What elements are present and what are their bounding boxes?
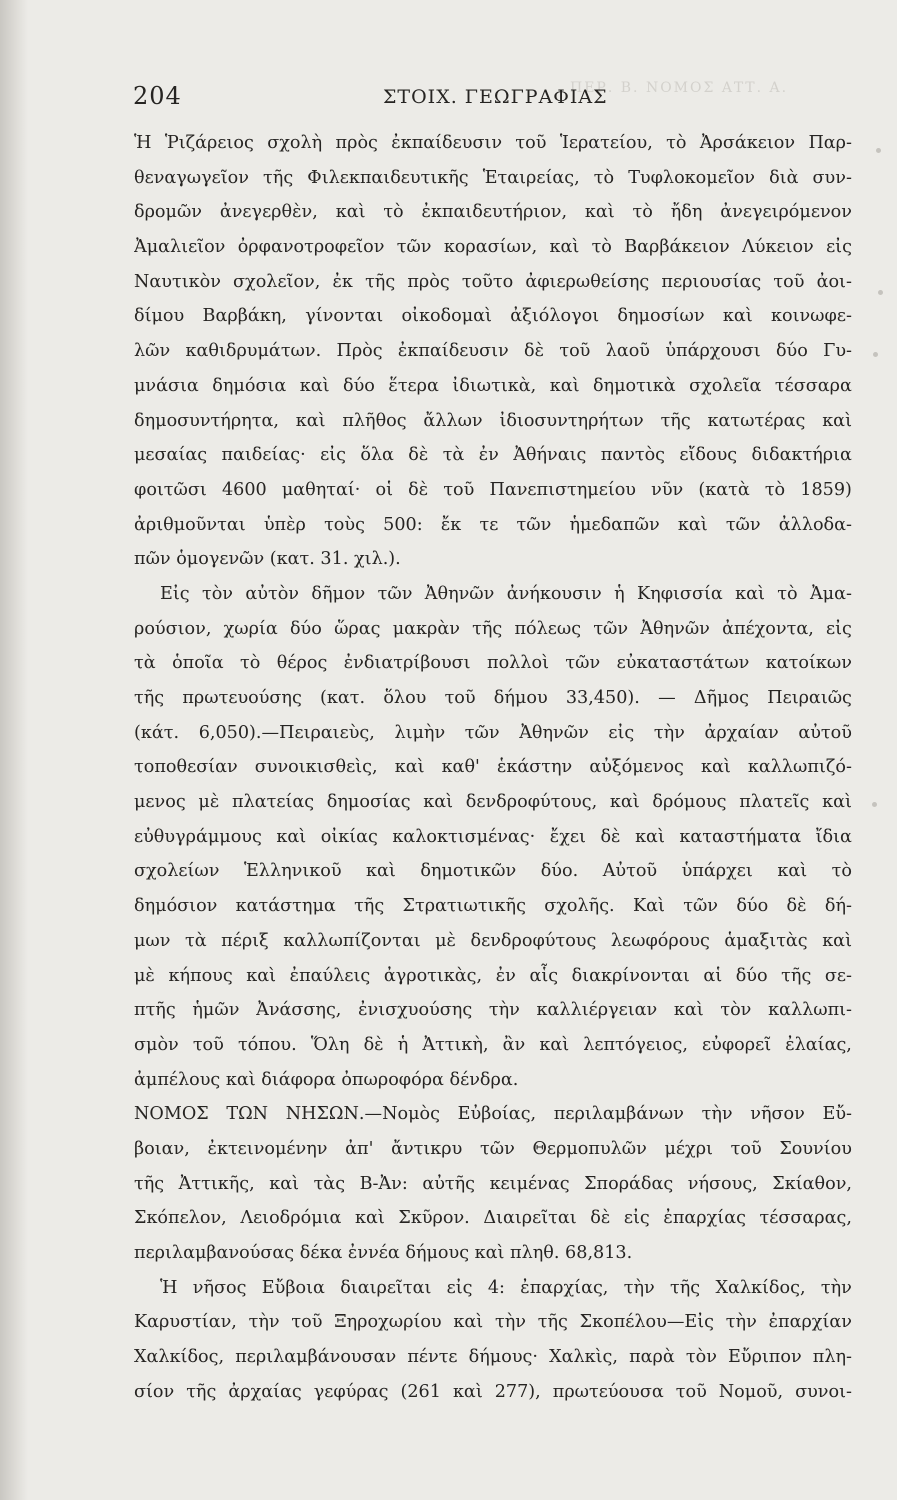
text-line: εὐθυγράμμους καὶ οἰκίας καλοκτισμένας· ἔχει δὲ καὶ καταστήματα ἴδια: [134, 826, 852, 847]
bleed-through-text: ΠΕΡ. Β. ΝΟΜΟΣ ΑΤΤ. Α.: [570, 80, 789, 96]
text-line: σχολείων Ἑλληνικοῦ καὶ δημοτικῶν δύο. Αὐτοῦ ὑπάρχει καὶ τὸ: [134, 861, 852, 882]
page-number: 204: [133, 82, 182, 110]
running-title: ΣΤΟΙΧ. ΓΕΩΓΡΑΦΙΑΣ: [383, 86, 608, 108]
text-line: Ἡ νῆσος Εὔβοια διαιρεῖται εἰς 4: ἐπαρχίας, τὴν τῆς Χαλκίδος, τὴν: [160, 1277, 852, 1298]
text-line: πτῆς ἡμῶν Ἀνάσσης, ἐνισχυούσης τὴν καλλιέργειαν καὶ τὸν καλλωπι-: [134, 1000, 852, 1021]
text-line: Καρυστίαν, τὴν τοῦ Ξηροχωρίου καὶ τὴν τῆς Σκοπέλου—Εἰς τὴν ἐπαρχίαν: [134, 1312, 852, 1333]
text-line: σίον τῆς ἀρχαίας γεφύρας (261 καὶ 277), πρωτεύουσα τοῦ Νομοῦ, συνοι-: [134, 1381, 852, 1402]
text-line: (κάτ. 6,050).—Πειραιεὺς, λιμὴν τῶν Ἀθηνῶν εἰς τὴν ἀρχαίαν αὐτοῦ: [134, 722, 852, 743]
text-line: μὲ κήπους καὶ ἐπαύλεις ἀγροτικὰς, ἐν αἷς διακρίνονται αἱ δύο τῆς σε-: [134, 965, 852, 986]
text-line: δίμου Βαρβάκη, γίνονται οἰκοδομαὶ ἀξιόλογοι δημοσίων καὶ κοινωφε-: [134, 306, 852, 327]
text-line: τὰ ὁποῖα τὸ θέρος ἐνδιατρίβουσι πολλοὶ τῶν εὐκαταστάτων κατοίκων: [134, 653, 852, 674]
text-line: φοιτῶσι 4600 μαθηταί· οἱ δὲ τοῦ Πανεπιστημείου νῦν (κατὰ τὸ 1859): [134, 479, 852, 500]
text-line: δημοσυντήρητα, καὶ πλῆθος ἄλλων ἰδιοσυντηρήτων τῆς κατωτέρας καὶ: [134, 410, 852, 431]
text-line: ἀριθμοῦνται ὑπὲρ τοὺς 500: ἔκ τε τῶν ἡμεδαπῶν καὶ τῶν ἀλλοδα-: [134, 514, 852, 535]
text-line: τοποθεσίαν συνοικισθεὶς, καὶ καθ' ἑκάστην αὐξόμενος καὶ καλλωπιζό-: [134, 757, 852, 778]
text-line: Ἀμαλιεῖον ὀρφανοτροφεῖον τῶν κορασίων, καὶ τὸ Βαρβάκειον Λύκειον εἰς: [134, 237, 852, 258]
text-line: Σκόπελον, Λειοδρόμια καὶ Σκῦρον. Διαιρεῖται δὲ εἰς ἐπαρχίας τέσσαρας,: [134, 1208, 852, 1229]
margin-speck: [878, 290, 883, 295]
text-line: Χαλκίδος, περιλαμβάνουσαν πέντε δήμους· Χαλκὶς, παρὰ τὸν Εὔριπον πλη-: [134, 1347, 852, 1368]
text-line: θεναγωγεῖον τῆς Φιλεκπαιδευτικῆς Ἑταιρείας, τὸ Τυφλοκομεῖον διὰ συν-: [134, 167, 852, 188]
page-header: [133, 80, 853, 116]
page-spine-shadow: [0, 0, 28, 1500]
text-line: μων τὰ πέριξ καλλωπίζονται μὲ δενδροφύτους λεωφόρους ἁμαξιτὰς καὶ: [134, 930, 852, 951]
text-line: δρομῶν ἀνεγερθὲν, καὶ τὸ ἐκπαιδευτήριον, καὶ τὸ ἤδη ἀνεγειρόμενον: [134, 202, 852, 223]
text-line: τῆς Ἀττικῆς, καὶ τὰς Β-Ἀν: αὐτῆς κειμένας Σποράδας νήσους, Σκίαθον,: [134, 1173, 852, 1194]
text-line: ρούσιον, χωρία δύο ὥρας μακρὰν τῆς πόλεως τῶν Ἀθηνῶν ἀπέχοντα, εἰς: [134, 618, 852, 639]
text-line: μεσαίας παιδείας· εἰς ὅλα δὲ τὰ ἐν Ἀθήναις παντὸς εἴδους διδακτήρια: [134, 445, 852, 466]
margin-speck: [872, 802, 877, 807]
text-line: σμὸν τοῦ τόπου. Ὅλη δὲ ἡ Ἀττικὴ, ἂν καὶ λεπτόγειος, εὐφορεῖ ἐλαίας,: [134, 1034, 852, 1055]
text-line: λῶν καθιδρυμάτων. Πρὸς ἐκπαίδευσιν δὲ τοῦ λαοῦ ὑπάρχουσι δύο Γυ-: [134, 341, 852, 362]
text-line: Ἡ Ῥιζάρειος σχολὴ πρὸς ἐκπαίδευσιν τοῦ Ἱερατείου, τὸ Ἀρσάκειον Παρ-: [134, 133, 852, 153]
text-line: Ναυτικὸν σχολεῖον, ἐκ τῆς πρὸς τοῦτο ἀφιερωθείσης περιουσίας τοῦ ἀοι-: [134, 271, 852, 292]
text-line: ΝΟΜΟΣ ΤΩΝ ΝΗΣΩΝ.—Νομὸς Εὐβοίας, περιλαμβάνων τὴν νῆσον Εὔ-: [134, 1104, 852, 1125]
text-line: περιλαμβανούσας δέκα ἐννέα δήμους καὶ πληθ. 68,813.: [134, 1243, 633, 1263]
margin-speck: [876, 148, 881, 153]
text-line: μνάσια δημόσια καὶ δύο ἕτερα ἰδιωτικὰ, καὶ δημοτικὰ σχολεῖα τέσσαρα: [134, 375, 852, 396]
text-line: δημόσιον κατάστημα τῆς Στρατιωτικῆς σχολῆς. Καὶ τῶν δύο δὲ δή-: [134, 896, 852, 917]
text-line: τῆς πρωτευούσης (κατ. ὅλου τοῦ δήμου 33,450). — Δῆμος Πειραιῶς: [134, 688, 852, 708]
text-line: Εἰς τὸν αὐτὸν δῆμον τῶν Ἀθηνῶν ἀνήκουσιν ἡ Κηφισσία καὶ τὸ Ἀμα-: [160, 583, 852, 604]
body-text: [134, 126, 852, 1409]
margin-speck: [873, 352, 878, 357]
text-line: βοιαν, ἐκτεινομένην ἀπ' ἄντικρυ τῶν Θερμοπυλῶν μέχρι τοῦ Σουνίου: [134, 1138, 852, 1159]
text-line: ἀμπέλους καὶ διάφορα ὀπωροφόρα δένδρα.: [134, 1069, 519, 1090]
text-line: μενος μὲ πλατείας δημοσίας καὶ δενδροφύτους, καὶ δρόμους πλατεῖς καὶ: [134, 792, 852, 813]
text-line: πῶν ὁμογενῶν (κατ. 31. χιλ.).: [134, 549, 401, 570]
